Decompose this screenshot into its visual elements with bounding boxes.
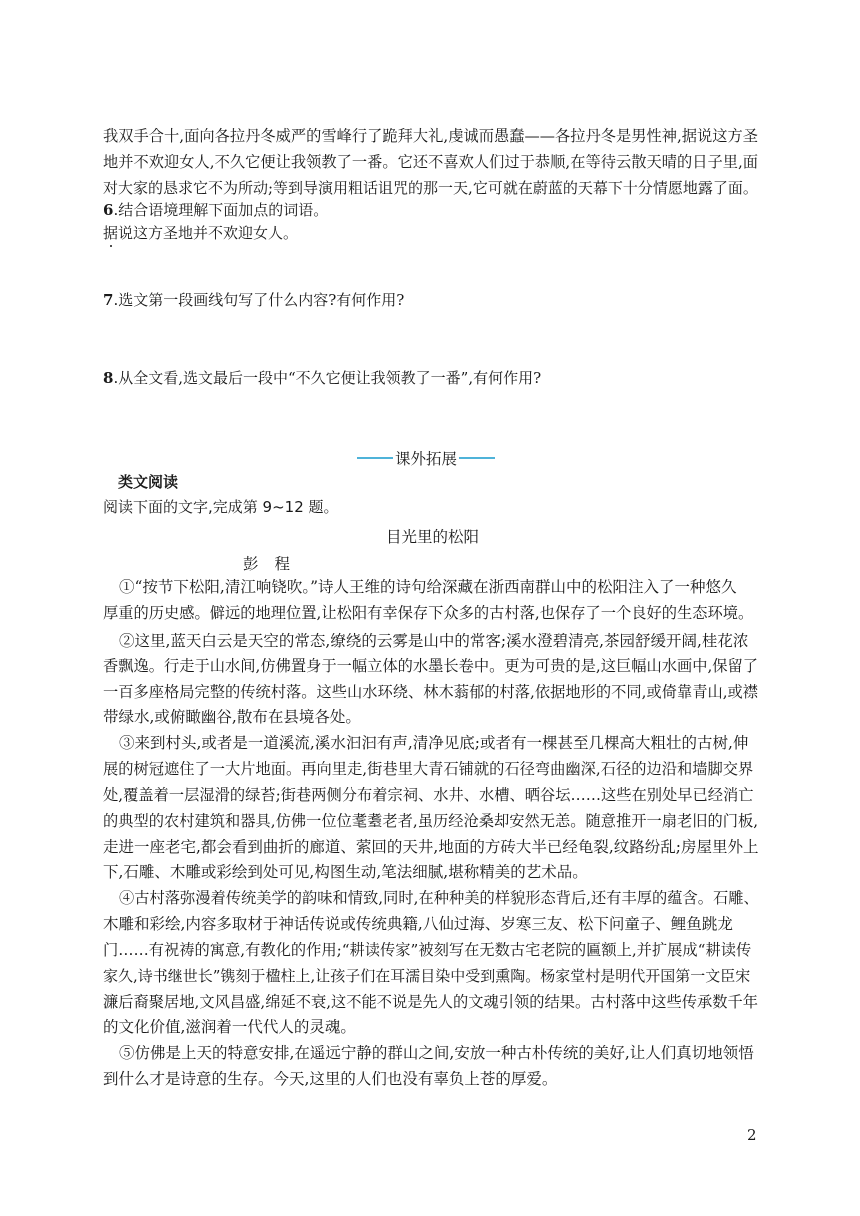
question-number: 8 <box>103 369 114 387</box>
article-line: 濂后裔聚居地,文风昌盛,绵延不衰,这不能不说是先人的文魂引领的结果。古村落中这些传承数千年 <box>103 993 759 1011</box>
article-line: 香飘逸。行走于山水间,仿佛置身于一幅立体的水墨长卷中。更为可贵的是,这巨幅山水画中,保留了 <box>103 657 759 675</box>
question-text: .结合语境理解下面加点的词语。 <box>113 201 329 219</box>
question-6 <box>103 200 328 220</box>
article-line: 的典型的农村建筑和器具,仿佛一位位耄耋老者,虽历经沧桑却安然无恙。随意推开一扇老旧的门板, <box>103 812 759 830</box>
article-title: 目光里的松阳 <box>386 528 480 546</box>
article-line: ⑤仿佛是上天的特意安排,在遥远宁静的群山之间,安放一种古朴传统的美好,让人们真切地领悟 <box>119 1044 754 1062</box>
article-line: 带绿水,或俯瞰幽谷,散布在县境各处。 <box>103 708 361 726</box>
article-line: ④古村落弥漫着传统美学的韵味和情致,同时,在种种美的样貌形态背后,还有丰厚的蕴含。石雕、 <box>119 889 759 907</box>
section-title: 课外拓展 <box>395 450 458 468</box>
question-8 <box>103 368 541 388</box>
heading-rule <box>357 457 393 459</box>
article-line: 家久,诗书继世长”镌刻于楹柱上,让孩子们在耳濡目染中受到熏陶。杨家堂村是明代开国第一文臣宋 <box>103 967 751 985</box>
intro-line: 对大家的恳求它不为所动;等到导演用粗话诅咒的那一天,它可就在蔚蓝的天幕下十分情愿地露了面。 <box>103 179 758 197</box>
article-line: ①“按节下松阳,清江响铙吹。”诗人王维的诗句给深藏在浙西南群山中的松阳注入了一种悠久 <box>119 578 737 596</box>
question-text: .从全文看,选文最后一段中“不久它便让我领教了一番”,有何作用? <box>113 369 542 387</box>
reading-instruction: 阅读下面的文字,完成第 9~12 题。 <box>103 498 339 516</box>
question-text: .选文第一段画线句写了什么内容?有何作用? <box>113 291 405 309</box>
article-line: 木雕和彩绘,内容多取材于神话传说或传统典籍,八仙过海、岁寒三友、松下问童子、鲤鱼跳龙 <box>103 915 733 933</box>
article-line: 处,覆盖着一层湿滑的绿苔;街巷两侧分布着宗祠、水井、水槽、晒谷坛……这些在别处早已经消亡 <box>103 786 754 804</box>
article-line: 门……有祝祷的寓意,有教化的作用;“耕读传家”被刻写在无数古宅老院的匾额上,并扩展成“耕读传 <box>103 941 752 959</box>
page-number: 2 <box>747 1126 757 1144</box>
article-line: 到什么才是诗意的生存。今天,这里的人们也没有辜负上苍的厚爱。 <box>103 1070 558 1088</box>
article-line: ②这里,蓝天白云是天空的常态,缭绕的云雾是山中的常客;溪水澄碧清亮,茶园舒缓开阔,桂花浓 <box>119 632 749 650</box>
question-number: 7 <box>103 291 114 309</box>
emphasis-dot <box>110 245 112 247</box>
article-author: 彭程 <box>243 555 307 573</box>
article-line: 走进一座老宅,都会看到曲折的廊道、萦回的天井,地面的方砖大半已经龟裂,纹路纷乱;房屋里外上 <box>103 838 759 856</box>
heading-rule <box>459 457 495 459</box>
article-line: ③来到村头,或者是一道溪流,溪水汩汩有声,清净见底;或者有一棵甚至几棵高大粗壮的古树,伸 <box>119 734 749 752</box>
article-line: 厚重的历史感。僻远的地理位置,让松阳有幸保存下众多的古村落,也保存了一个良好的生态环境。 <box>103 604 754 622</box>
question-7 <box>103 290 404 310</box>
question-number: 6 <box>103 201 114 219</box>
article-line: 一百多座格局完整的传统村落。这些山水环绕、林木蓊郁的村落,依据地形的不同,或倚靠青山,或襟 <box>103 683 759 701</box>
article-line: 展的树冠遮住了一大片地面。再向里走,街巷里大青石铺就的石径弯曲幽深,石径的边沿和墙脚交界 <box>103 760 754 778</box>
article-line: 的文化价值,滋润着一代代人的灵魂。 <box>103 1018 356 1036</box>
section-heading <box>357 447 495 469</box>
question-6-sentence: 据说这方圣地并不欢迎女人。 <box>103 224 299 242</box>
intro-line: 我双手合十,面向各拉丹冬威严的雪峰行了跪拜大礼,虔诚而愚蠢——各拉丹冬是男性神,据说这方圣 <box>103 127 759 145</box>
subsection-title: 类文阅读 <box>118 473 179 491</box>
article-line: 下,石雕、木雕或彩绘到处可见,构图生动,笔法细腻,堪称精美的艺术品。 <box>103 863 588 881</box>
intro-line: 地并不欢迎女人,不久它便让我领教了一番。它还不喜欢人们过于恭顺,在等待云散天晴的日子里,面 <box>103 153 759 171</box>
